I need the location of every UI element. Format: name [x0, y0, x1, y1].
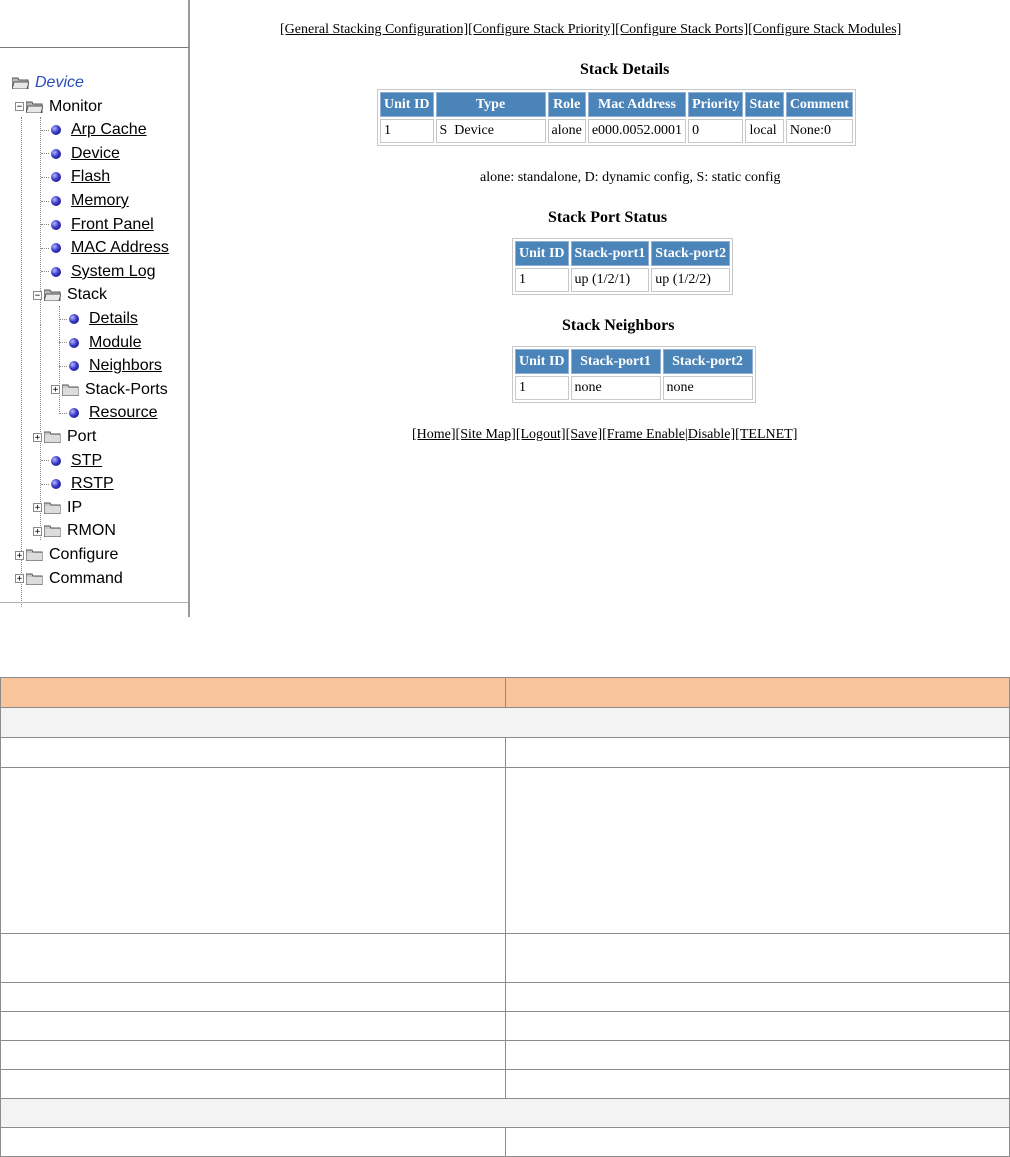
tree-item-front-panel[interactable]	[41, 214, 154, 236]
tree-connector	[41, 224, 49, 225]
nav-separator: |	[684, 427, 688, 442]
general-stacking-configuration-link[interactable]: [General Stacking Configuration]	[280, 22, 469, 37]
table-cell	[1, 1041, 506, 1070]
tree-item-label: Stack	[67, 286, 108, 304]
table-cell	[505, 934, 1010, 983]
table-cell: 0	[688, 119, 743, 143]
folder-icon	[62, 384, 79, 396]
frame-disable-link[interactable]: Disable]	[687, 427, 736, 442]
configure-stack-priority-link[interactable]: [Configure Stack Priority]	[468, 22, 616, 37]
home-link[interactable]: [Home]	[412, 427, 456, 442]
folder-icon	[44, 431, 61, 443]
page-bullet-icon	[69, 408, 79, 418]
folder-icon	[26, 573, 43, 585]
tree-connector	[41, 201, 49, 202]
tree-connector	[59, 366, 67, 367]
expand-icon[interactable]: +	[16, 550, 23, 561]
telnet-link[interactable]: [TELNET]	[735, 427, 798, 442]
tree-item-label: Device	[71, 144, 120, 162]
tree-item-label: Monitor	[49, 97, 103, 115]
table-cell	[1, 983, 506, 1012]
tree-frame-scrollbar[interactable]	[0, 602, 188, 617]
tree-connector	[41, 130, 49, 131]
table-cell	[1, 738, 506, 768]
stack-details-table	[377, 89, 856, 146]
table-cell: local	[745, 119, 783, 143]
table-row	[1, 1012, 1010, 1041]
tree-item-label: System Log	[71, 262, 156, 280]
tree-item-label: IP	[67, 498, 83, 516]
collapse-icon[interactable]: −	[34, 290, 41, 301]
table-cell	[1, 768, 506, 934]
column-header: Type	[436, 92, 546, 117]
column-header: Unit ID	[515, 241, 569, 266]
table-row	[380, 119, 853, 143]
table-cell: 1	[515, 268, 569, 292]
column-header: State	[745, 92, 783, 117]
tree-item-details[interactable]	[59, 308, 138, 330]
tree-item-flash[interactable]	[41, 166, 110, 188]
folder-icon	[44, 525, 61, 537]
tree-item-label: Resource	[89, 404, 158, 422]
stack-details-title: Stack Details	[580, 61, 670, 78]
table-cell: 1	[380, 119, 434, 143]
section-row	[1, 1099, 1010, 1128]
stack-port-status-table	[512, 238, 733, 295]
tree-item-stp[interactable]	[41, 450, 102, 472]
tree-connector	[59, 342, 67, 343]
tree-item-label: RSTP	[71, 475, 114, 493]
tree-item-stack-ports[interactable]	[51, 379, 168, 401]
page-bullet-icon	[51, 243, 61, 253]
logout-link[interactable]: [Logout]	[515, 427, 566, 442]
tree-item-port[interactable]	[33, 426, 96, 448]
table-cell	[1, 1128, 506, 1157]
tree-item-label: Front Panel	[71, 215, 154, 233]
expand-icon[interactable]: +	[16, 574, 23, 585]
tree-item-label: Module	[89, 333, 142, 351]
column-header: Stack-port2	[663, 349, 753, 374]
tree-item-monitor[interactable]	[15, 96, 102, 118]
table-row	[1, 1099, 1010, 1128]
table-cell: up (1/2/1)	[571, 268, 650, 292]
section-row	[1, 708, 1010, 738]
tree-item-arp-cache[interactable]	[41, 119, 147, 141]
column-header: Comment	[786, 92, 853, 117]
table-header-row	[515, 349, 753, 374]
stacking-config-nav	[280, 22, 901, 38]
table-cell	[1, 1070, 506, 1099]
column-header: Unit ID	[515, 349, 569, 374]
stack-neighbors-table	[512, 346, 756, 403]
tree-item-label: MAC Address	[71, 239, 169, 257]
table-row	[1, 934, 1010, 983]
table-row	[1, 768, 1010, 934]
folder-icon	[26, 549, 43, 561]
expand-icon[interactable]: +	[52, 385, 59, 396]
tree-item-module[interactable]	[59, 332, 141, 354]
table-cell	[505, 1070, 1010, 1099]
role-legend: alone: standalone, D: dynamic config, S: static config	[480, 170, 781, 185]
tree-item-label: Memory	[71, 192, 129, 209]
table-cell	[505, 1041, 1010, 1070]
table-cell: S Device	[436, 119, 546, 143]
table-cell	[505, 983, 1010, 1012]
save-link[interactable]: [Save]	[565, 427, 603, 442]
table-cell	[1, 1012, 506, 1041]
document-table	[0, 677, 1010, 1157]
tree-connector	[41, 153, 49, 154]
document-table-header	[1, 678, 1010, 708]
configure-stack-ports-link[interactable]: [Configure Stack Ports]	[615, 22, 749, 37]
table-row	[515, 376, 753, 400]
tree-item-rstp[interactable]	[41, 473, 114, 495]
tree-item-memory[interactable]	[41, 190, 129, 212]
tree-connector	[41, 177, 49, 178]
table-cell: None:0	[786, 119, 853, 143]
collapse-icon[interactable]: −	[16, 102, 23, 113]
column-header: Stack-port2	[651, 241, 730, 266]
column-header: Role	[548, 92, 586, 117]
tree-item-label: Configure	[49, 546, 119, 563]
page-bullet-icon	[69, 314, 79, 324]
tree-connector	[41, 271, 49, 272]
table-row	[1, 738, 1010, 768]
folder-open-icon	[12, 77, 29, 89]
table-cell: alone	[548, 119, 586, 143]
table-cell: up (1/2/2)	[651, 268, 730, 292]
page-bullet-icon	[69, 338, 79, 348]
tree-connector	[41, 484, 49, 485]
expand-icon[interactable]: +	[34, 526, 41, 537]
tree-connector	[59, 413, 67, 414]
navigation-tree-frame	[0, 0, 190, 617]
column-header	[1, 678, 506, 708]
tree-item-label: Neighbors	[89, 357, 162, 375]
tree-item-label: Arp Cache	[71, 121, 147, 139]
table-cell: none	[663, 376, 753, 400]
table-header-row	[380, 92, 853, 117]
column-header: Stack-port1	[571, 241, 650, 266]
table-row	[1, 1041, 1010, 1070]
tree-item-label: STP	[71, 451, 103, 469]
tree-item-resource[interactable]	[59, 402, 157, 424]
table-cell	[1, 934, 506, 983]
page-bullet-icon	[51, 149, 61, 159]
column-header: Mac Address	[588, 92, 686, 117]
folder-open-icon	[44, 289, 61, 301]
page-bullet-icon	[51, 125, 61, 135]
frame-enable-link[interactable]: [Frame Enable	[602, 427, 685, 442]
tree-item-label: Details	[89, 310, 138, 327]
tree-connector	[41, 248, 49, 249]
site-map-link[interactable]: [Site Map]	[455, 427, 516, 442]
tree-item-rmon[interactable]	[33, 520, 116, 542]
table-cell	[505, 1128, 1010, 1157]
column-header	[505, 678, 1010, 708]
tree-item-label: Command	[49, 569, 123, 587]
table-cell: none	[571, 376, 661, 400]
table-row	[1, 708, 1010, 738]
tree-connector	[59, 319, 67, 320]
tree-item-label: Port	[67, 428, 97, 445]
column-header: Stack-port1	[571, 349, 661, 374]
tree-connector	[41, 460, 49, 461]
table-cell: 1	[515, 376, 569, 400]
page-bullet-icon	[69, 361, 79, 371]
tree-item-ip[interactable]	[33, 497, 82, 519]
tree-item-label: Flash	[71, 168, 111, 186]
tree-item-label: Stack-Ports	[85, 380, 168, 398]
tree-connector	[21, 117, 22, 607]
tree-item-neighbors[interactable]	[59, 355, 162, 377]
table-cell: e000.0052.0001	[588, 119, 686, 143]
tree-root-label: Device	[35, 74, 84, 91]
tree-root-device[interactable]	[12, 72, 84, 94]
tree-item-mac-address[interactable]	[41, 237, 169, 259]
tree-item-label: RMON	[67, 522, 116, 540]
page-bullet-icon	[51, 456, 61, 466]
tree-item-system-log[interactable]	[41, 261, 155, 283]
expand-icon[interactable]: +	[34, 432, 41, 443]
column-header: Priority	[688, 92, 743, 117]
tree-frame-header	[0, 0, 190, 48]
page-bullet-icon	[51, 479, 61, 489]
page-bullet-icon	[51, 196, 61, 206]
configure-stack-modules-link[interactable]: [Configure Stack Modules]	[748, 22, 902, 37]
stack-neighbors-title: Stack Neighbors	[562, 317, 675, 334]
expand-icon[interactable]: +	[34, 503, 41, 514]
tree-item-command[interactable]	[15, 568, 123, 590]
page-bullet-icon	[51, 172, 61, 182]
stack-port-status-title: Stack Port Status	[548, 209, 668, 226]
table-row	[1, 1128, 1010, 1157]
footer-nav	[412, 427, 797, 443]
tree-item-stack[interactable]	[33, 284, 107, 306]
table-cell	[505, 738, 1010, 768]
table-row	[1, 983, 1010, 1012]
table-cell	[505, 768, 1010, 934]
table-header-row	[515, 241, 730, 266]
page-bullet-icon	[51, 267, 61, 277]
folder-icon	[44, 502, 61, 514]
table-row	[1, 1070, 1010, 1099]
column-header: Unit ID	[380, 92, 434, 117]
table-cell	[505, 1012, 1010, 1041]
page-bullet-icon	[51, 220, 61, 230]
folder-open-icon	[26, 101, 43, 113]
tree-item-device[interactable]	[41, 143, 120, 165]
table-row	[515, 268, 730, 292]
tree-item-configure[interactable]	[15, 544, 118, 566]
